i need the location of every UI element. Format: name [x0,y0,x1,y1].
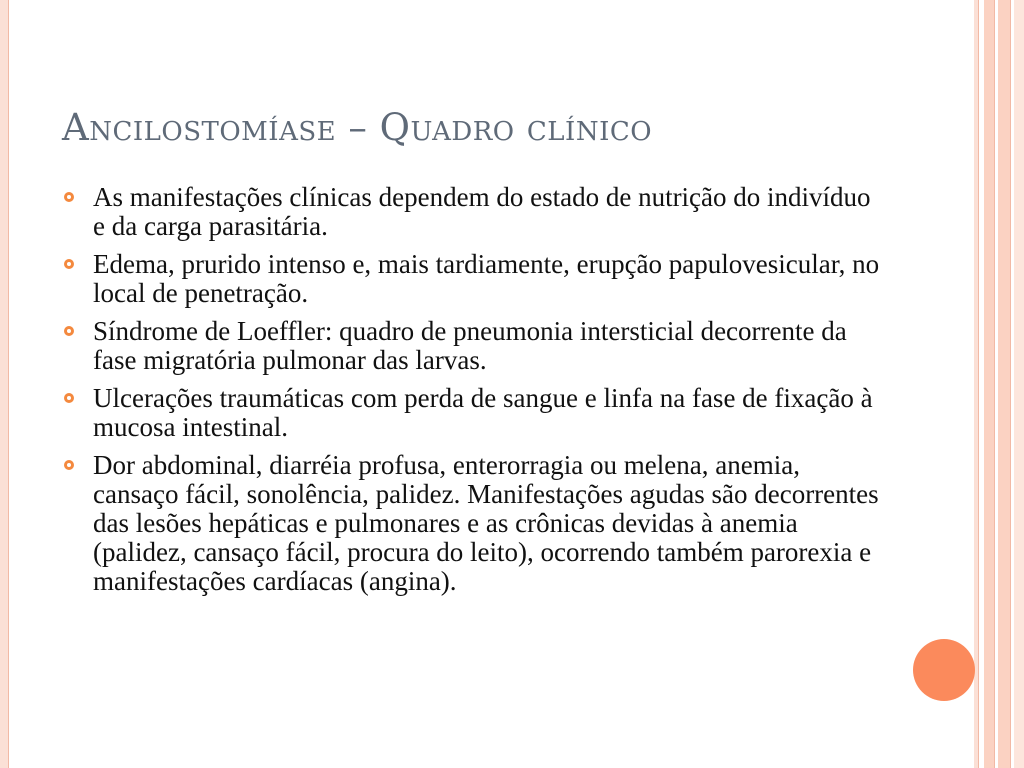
bullet-ring-icon [64,192,74,202]
bullet-item [62,250,882,308]
stripe [984,0,994,768]
bullet-item [62,451,882,596]
bullet-text: Edema, prurido intenso e, mais tardiamente, erupção papulovesicular, no local de penetração. [93,249,880,308]
bullet-text: As manifestações clínicas dependem do estado de nutrição do indivíduo e da carga parasitária. [93,182,871,241]
bullet-item [62,183,882,241]
stripe [1014,0,1024,768]
bullet-item [62,384,882,442]
bullet-text: Dor abdominal, diarréia profusa, enterorragia ou melena, anemia, cansaço fácil, sonolência, palidez. Manifestações agudas são decorrentes das lesões hepáticas e pulmonares e as crônicas devidas à anemia (palidez, cansaço fácil, procura do leito), ocorrendo também parorexia e manifestações cardíacas (angina). [93,450,879,596]
stripe-line [978,0,979,768]
stripe [998,0,1010,768]
bullet-ring-icon [64,393,74,403]
stripe-line [1010,0,1011,768]
bullet-list [62,183,882,605]
bullet-text: Síndrome de Loeffler: quadro de pneumonia intersticial decorrente da fase migratória pulmonar das larvas. [93,316,847,375]
bullet-ring-icon [64,460,74,470]
accent-circle-decoration [913,639,975,701]
bullet-ring-icon [64,259,74,269]
right-stripes-decoration [974,0,1024,768]
stripe-line [994,0,995,768]
bullet-item [62,317,882,375]
slide-title: Ancilostomíase – Quadro clínico [62,106,653,149]
bullet-ring-icon [64,326,74,336]
bullet-text: Ulcerações traumáticas com perda de sangue e linfa na fase de fixação à mucosa intestinal. [93,383,873,442]
left-border-decoration [0,0,8,768]
